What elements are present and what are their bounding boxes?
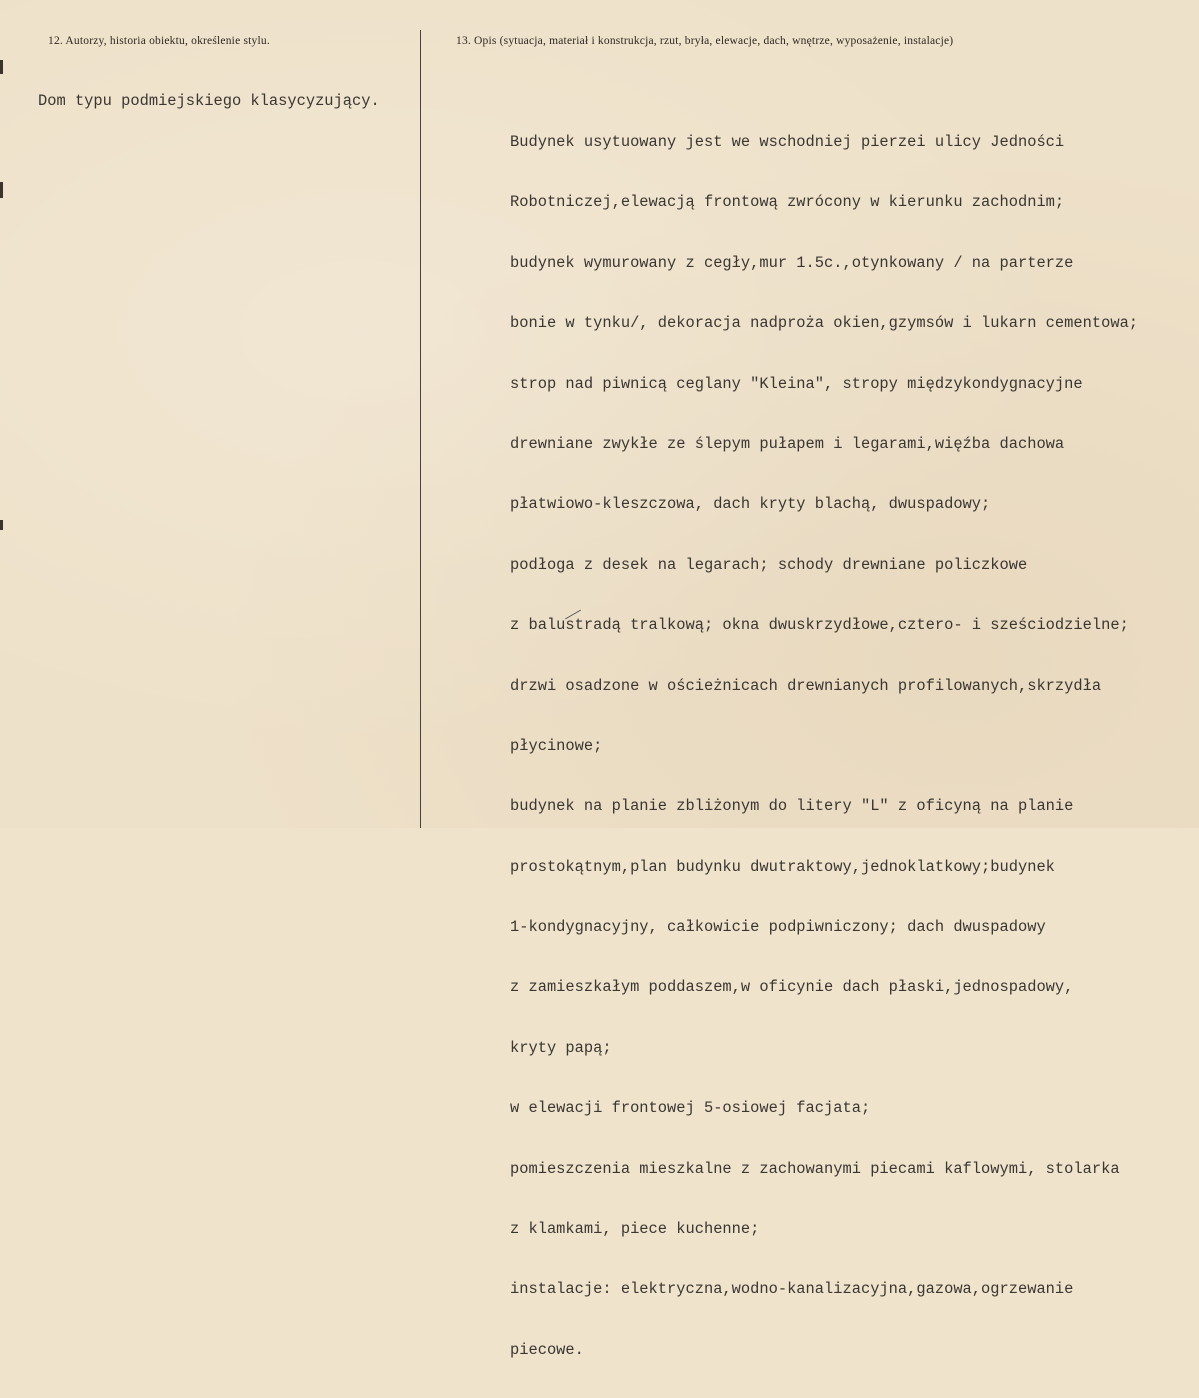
description-line: instalacje: elektryczna,wodno-kanalizacyjna,gazowa,ogrzewanie <box>510 1280 1074 1299</box>
description-line: 1-kondygnacyjny, całkowicie podpiwniczony; dach dwuspadowy <box>510 918 1046 937</box>
section-13-heading: 13. Opis (sytuacja, materiał i konstrukcja, rzut, bryła, elewacje, dach, wnętrze, wyposażenie, instalacje) <box>456 35 954 47</box>
page-edge-mark <box>0 60 3 74</box>
description-line: pomieszczenia mieszkalne z zachowanymi piecami kaflowymi, stolarka <box>510 1159 1120 1178</box>
description-line: bonie w tynku/, dekoracja nadproża okien,gzymsów i lukarn cementowa; <box>510 314 1139 333</box>
description-line: Robotniczej,elewacją frontową zwrócony w kierunku zachodnim; <box>510 193 1065 212</box>
description-line: drzwi osadzone w ościeżnicach drewnianych profilowanych,skrzydła <box>510 676 1102 695</box>
description-line: z balustradą tralkową; okna dwuskrzydłowe,cztero- i sześciodzielne; <box>510 616 1129 635</box>
section-12-heading: 12. Autorzy, historia obiektu, określenie stylu. <box>48 35 270 47</box>
description-line: prostokątnym,plan budynku dwutraktowy,jednoklatkowy;budynek <box>510 857 1055 876</box>
description-line: z klamkami, piece kuchenne; <box>510 1220 760 1239</box>
building-description <box>510 94 1138 1398</box>
column-divider <box>420 30 421 828</box>
description-line: budynek wymurowany z cegły,mur 1.5c.,otynkowany / na parterze <box>510 253 1074 272</box>
description-line: płycinowe; <box>510 736 603 755</box>
description-line: piecowe. <box>510 1340 584 1359</box>
style-description: Dom typu podmiejskiego klasycyzujący. <box>38 92 380 110</box>
description-line: z zamieszkałym poddaszem,w oficynie dach płaski,jednospadowy, <box>510 978 1074 997</box>
page-edge-mark <box>0 520 3 530</box>
description-line: strop nad piwnicą ceglany "Kleina", stropy międzykondygnacyjne <box>510 374 1083 393</box>
description-line: drewniane zwykłe ze ślepym pułapem i legarami,więźba dachowa <box>510 434 1065 453</box>
description-line: budynek na planie zbliżonym do litery "L" z oficyną na planie <box>510 797 1074 816</box>
page-edge-mark <box>0 182 3 198</box>
description-line: podłoga z desek na legarach; schody drewniane policzkowe <box>510 555 1028 574</box>
description-line: Budynek usytuowany jest we wschodniej pierzei ulicy Jedności <box>510 133 1065 151</box>
description-line: w elewacji frontowej 5-osiowej facjata; <box>510 1099 871 1118</box>
description-line: płatwiowo-kleszczowa, dach kryty blachą, dwuspadowy; <box>510 495 991 514</box>
description-line: kryty papą; <box>510 1038 612 1057</box>
